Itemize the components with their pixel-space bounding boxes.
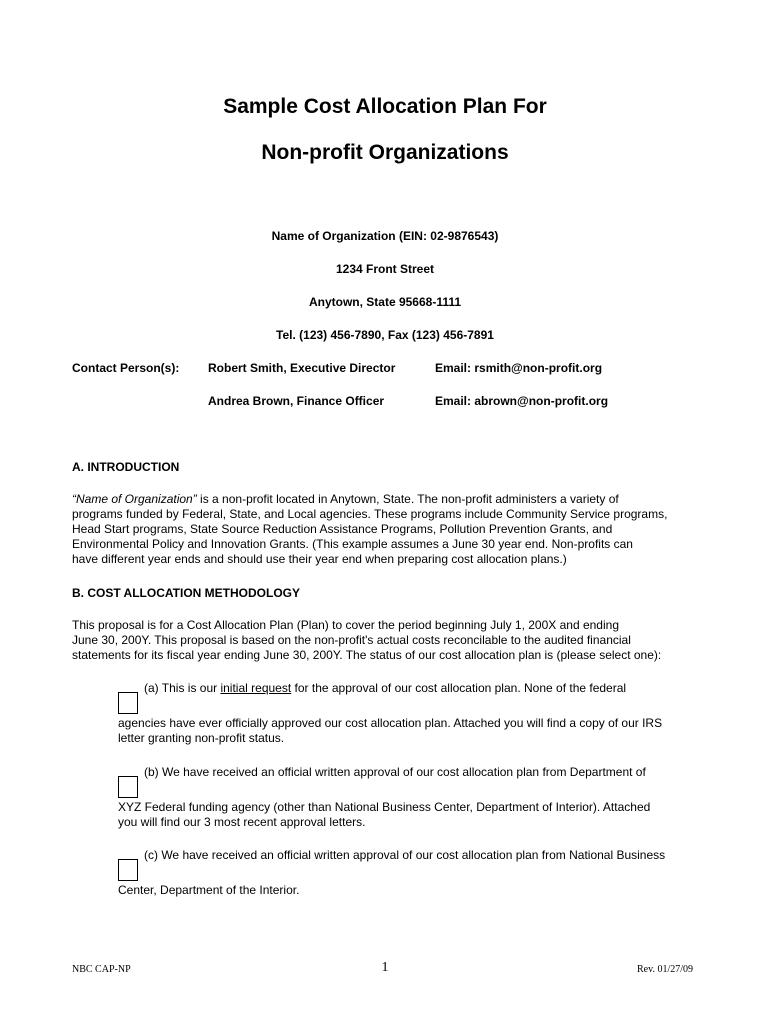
section-a-paragraph bbox=[72, 492, 702, 567]
footer-document-code: NBC CAP-NP bbox=[72, 964, 131, 975]
paragraph-line: This proposal is for a Cost Allocation Plan (Plan) to cover the period beginning July 1, 200X and ending bbox=[72, 618, 619, 632]
contact-name: Robert Smith, Executive Director bbox=[208, 361, 396, 375]
organization-city: Anytown, State 95668-1111 bbox=[308, 295, 462, 309]
option-line: agencies have ever officially approved our cost allocation plan. Attached you will find a copy of our IRS bbox=[118, 716, 663, 730]
option-text: (a) This is our bbox=[144, 681, 221, 695]
document-title-line-2: Non-profit Organizations bbox=[261, 141, 509, 164]
section-b-heading: B. COST ALLOCATION METHODOLOGY bbox=[72, 586, 300, 600]
contact-email: Email: rsmith@non-profit.org bbox=[435, 361, 603, 375]
section-a-heading: A. INTRODUCTION bbox=[72, 460, 180, 474]
paragraph-line: Head Start programs, State Source Reduction Assistance Programs, Pollution Prevention Grants, and bbox=[72, 522, 613, 536]
paragraph-line bbox=[72, 492, 702, 507]
organization-name: Name of Organization (EIN: 02-9876543) bbox=[271, 229, 499, 243]
paragraph-line: Environmental Policy and Innovation Grants. (This example assumes a June 30 year end. Non-profits can bbox=[72, 537, 633, 551]
option-a-continuation bbox=[118, 716, 662, 746]
paragraph-line: statements for its fiscal year ending June 30, 200Y. The status of our cost allocation plan is (please select one): bbox=[72, 648, 662, 662]
option-b-checkbox[interactable] bbox=[118, 776, 138, 798]
organization-street: 1234 Front Street bbox=[335, 262, 435, 276]
contact-email: Email: abrown@non-profit.org bbox=[435, 394, 609, 408]
organization-phone: Tel. (123) 456-7890, Fax (123) 456-7891 bbox=[276, 328, 494, 342]
option-b-label: (b) We have received an official written approval of our cost allocation plan from Department of bbox=[144, 765, 646, 779]
document-title-line-1: Sample Cost Allocation Plan For bbox=[223, 95, 547, 118]
option-c-label: (c) We have received an official written approval of our cost allocation plan from National Business bbox=[144, 848, 666, 862]
option-line: Center, Department of the Interior. bbox=[118, 883, 300, 897]
option-line: letter granting non-profit status. bbox=[118, 731, 285, 745]
contact-name: Andrea Brown, Finance Officer bbox=[208, 394, 385, 408]
paragraph-text: is a non-profit located in Anytown, State. The non-profit administers a variety of bbox=[196, 492, 619, 506]
paragraph-line: programs funded by Federal, State, and Local agencies. These programs include Community Service programs, bbox=[72, 507, 668, 521]
contact-label: Contact Person(s): bbox=[72, 361, 180, 375]
option-line: XYZ Federal funding agency (other than National Business Center, Department of Interior). Attached bbox=[118, 800, 651, 814]
initial-request-underlined: initial request bbox=[220, 681, 292, 695]
option-line: you will find our 3 most recent approval letters. bbox=[118, 815, 366, 829]
option-a-checkbox[interactable] bbox=[118, 692, 138, 714]
option-c-continuation bbox=[118, 883, 299, 898]
paragraph-line: June 30, 200Y. This proposal is based on the non-profit's actual costs reconcilable to the audited financial bbox=[72, 633, 631, 647]
option-a-label bbox=[144, 681, 626, 695]
page-number: 1 bbox=[381, 960, 389, 975]
option-c-checkbox[interactable] bbox=[118, 859, 138, 881]
option-text: for the approval of our cost allocation plan. None of the federal bbox=[291, 681, 627, 695]
option-b-continuation bbox=[118, 800, 650, 830]
footer-revision-date: Rev. 01/27/09 bbox=[636, 964, 693, 975]
organization-placeholder: “Name of Organization” bbox=[72, 492, 197, 506]
paragraph-line: have different year ends and should use their year end when preparing cost allocation plans.) bbox=[72, 552, 567, 566]
section-b-paragraph bbox=[72, 618, 702, 663]
